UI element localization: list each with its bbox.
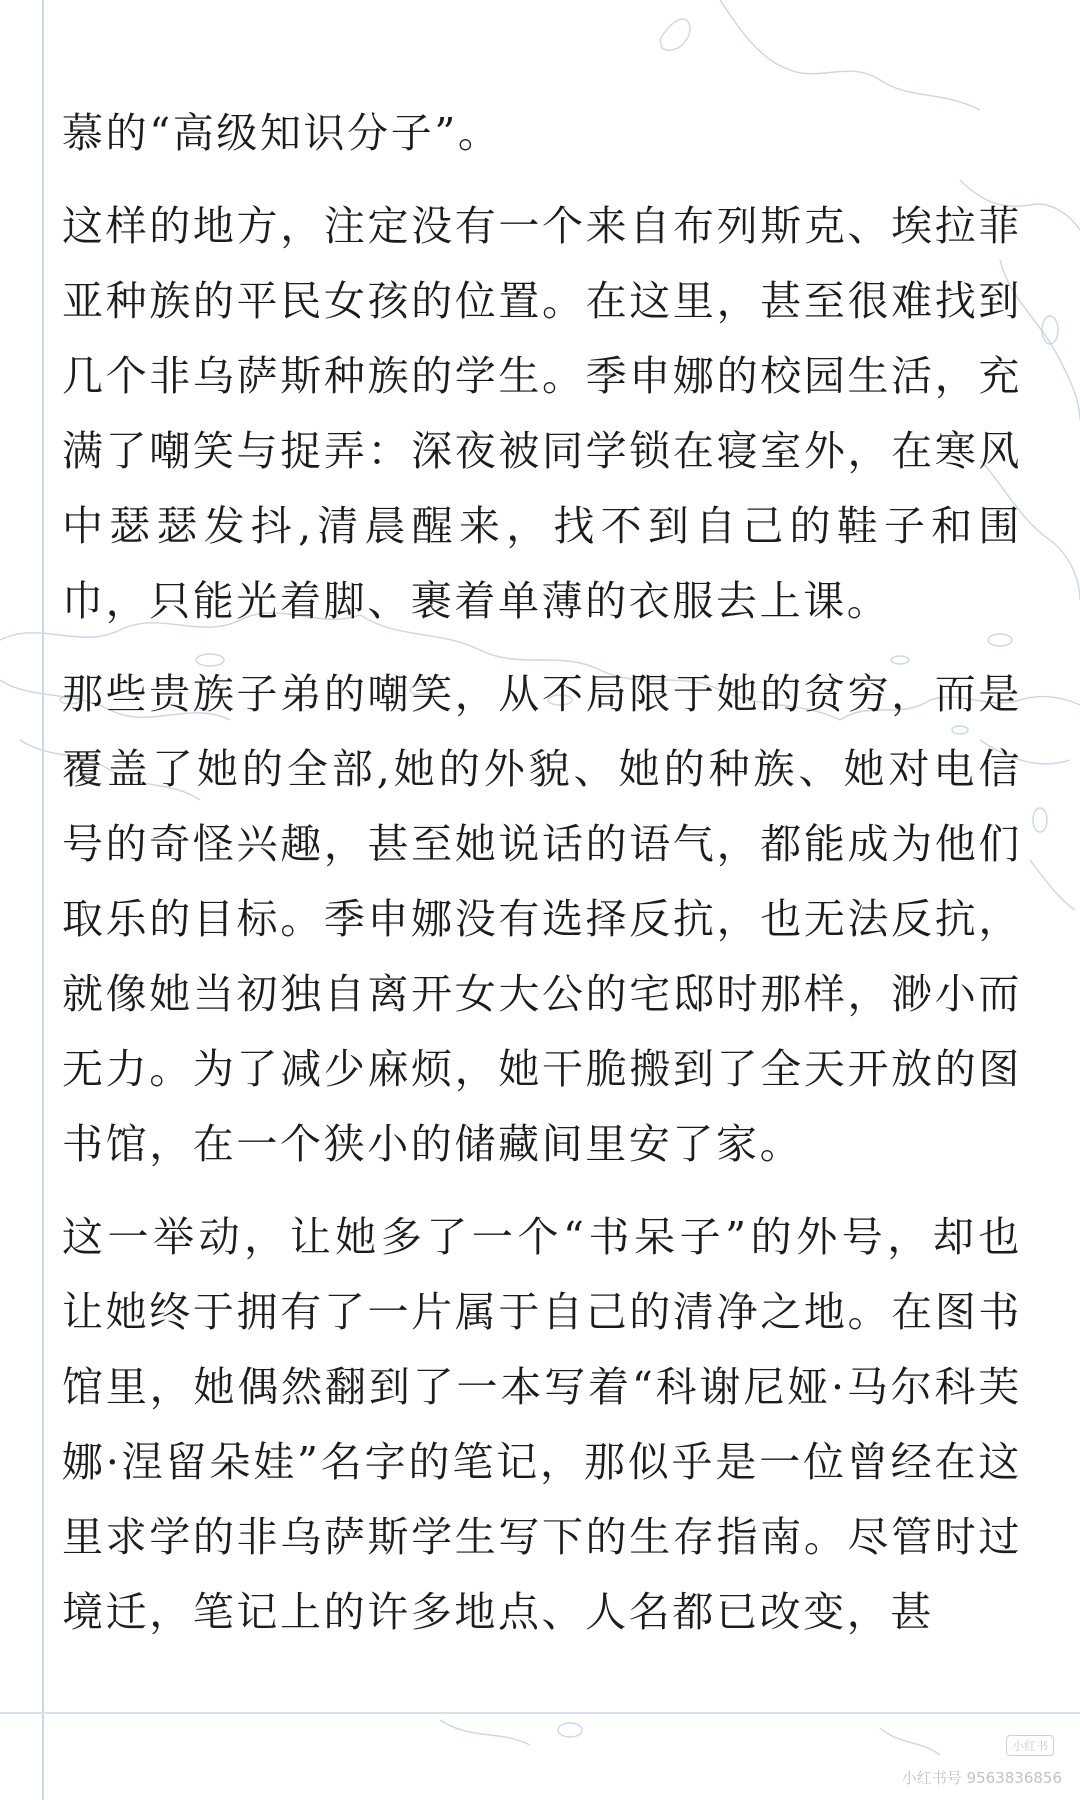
paragraph-1: 慕的“高级知识分子”。 [62,109,502,157]
bottom-divider [0,1712,1080,1714]
watermark [902,1767,1062,1788]
watermark-logo: 小红书 [1006,1735,1054,1756]
article-body [62,96,1022,1668]
margin-line [42,0,44,1800]
watermark-text: 小红书号 9563836856 [901,1769,1062,1787]
paragraph-2: 这样的地方，注定没有一个来自布列斯克、埃拉菲亚种族的平民女孩的位置。在这里，甚至很难找到几个非乌萨斯种族的学生。季申娜的校园生活，充满了嘲笑与捉弄：深夜被同学锁在寝室外，在寒风中瑟瑟发抖,清晨醒来，找不到自己的鞋子和围巾，只能光着脚、裹着单薄的衣服去上课。 [62,202,1022,625]
paragraph-4: 这一举动，让她多了一个“书呆子”的外号，却也让她终于拥有了一片属于自己的清净之地。在图书馆里，她偶然翻到了一本写着“科谢尼娅·马尔科芙娜·涅留朵娃”名字的笔记，那似乎是一位曾经在这里求学的非乌萨斯学生写下的生存指南。尽管时过境迁，笔记上的许多地点、人名都已改变，甚 [62,1213,1022,1636]
paragraph-3: 那些贵族子弟的嘲笑，从不局限于她的贫穷，而是覆盖了她的全部,她的外貌、她的种族、她对电信号的奇怪兴趣，甚至她说话的语气，都能成为他们取乐的目标。季申娜没有选择反抗，也无法反抗，就像她当初独自离开女大公的宅邸时那样，渺小而无力。为了减少麻烦，她干脆搬到了全天开放的图书馆，在一个狭小的储藏间里安了家。 [62,670,1022,1168]
